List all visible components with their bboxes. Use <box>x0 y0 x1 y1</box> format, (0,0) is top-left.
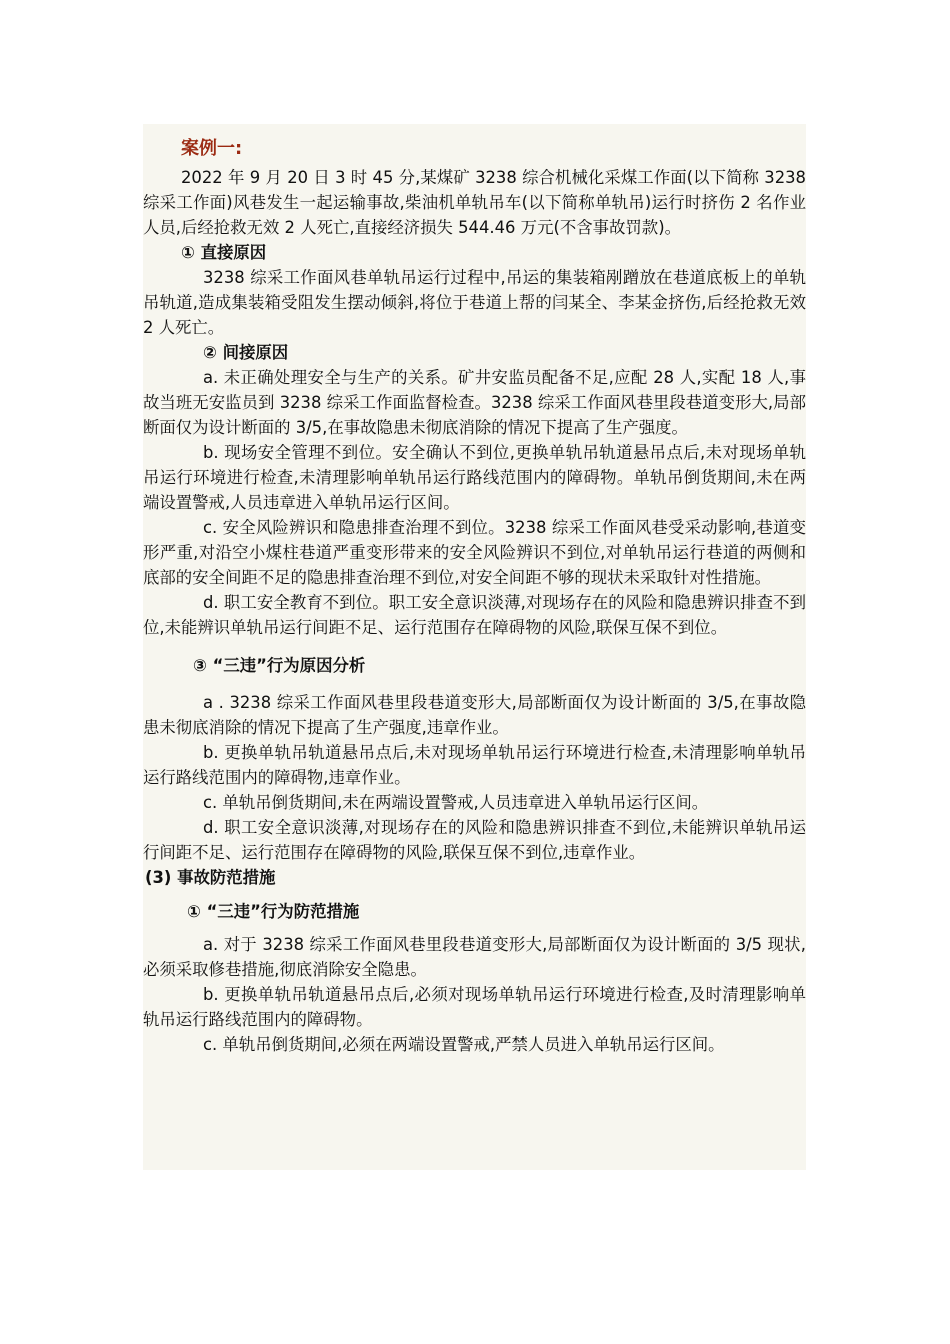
case-title: 案例一: <box>181 138 243 159</box>
prevention-item: b. 更换单轨吊轨道悬吊点后,必须对现场单轨吊运行环境进行检查,及时清理影响单轨吊运行路线范围内的障碍物。 <box>143 985 806 1029</box>
document-panel <box>143 124 806 1170</box>
prevention-item: a. 对于 3238 综采工作面风巷里段巷道变形大,局部断面仅为设计断面的 3/5 现状,必须采取修巷措施,彻底消除安全隐患。 <box>143 935 806 979</box>
violations-analysis-item: d. 职工安全意识淡薄,对现场存在的风险和隐患辨识排查不到位,未能辨识单轨吊运行间距不足、运行范围存在障碍物的风险,联保互保不到位,违章作业。 <box>143 818 806 862</box>
indirect-cause-item: a. 未正确处理安全与生产的关系。矿井安监员配备不足,应配 28 人,实配 18 人,事故当班无安监员到 3238 综采工作面监督检查。3238 综采工作面风巷里段巷道变形大,局部断面仅为设计断面的 3/5,在事故隐患未彻底消除的情况下提高了生产强度。 <box>143 368 806 437</box>
indirect-cause-item: b. 现场安全管理不到位。安全确认不到位,更换单轨吊轨道悬吊点后,未对现场单轨吊运行环境进行检查,未清理影响单轨吊运行路线范围内的障碍物。单轨吊倒货期间,未在两端设置警戒,人员违章进入单轨吊运行区间。 <box>143 443 806 512</box>
direct-cause-text: 3238 综采工作面风巷单轨吊运行过程中,吊运的集装箱剐蹭放在巷道底板上的单轨吊轨道,造成集装箱受阻发生摆动倾斜,将位于巷道上帮的闫某全、李某金挤伤,后经抢救无效 2 人死亡。 <box>143 268 806 337</box>
violations-analysis-item: c. 单轨吊倒货期间,未在两端设置警戒,人员违章进入单轨吊运行区间。 <box>203 793 709 812</box>
prevention-item: c. 单轨吊倒货期间,必须在两端设置警戒,严禁人员进入单轨吊运行区间。 <box>203 1035 725 1054</box>
violations-analysis-item: a . 3238 综采工作面风巷里段巷道变形大,局部断面仅为设计断面的 3/5,在事故隐患未彻底消除的情况下提高了生产强度,违章作业。 <box>143 693 806 737</box>
violations-analysis-item: b. 更换单轨吊轨道悬吊点后,未对现场单轨吊运行环境进行检查,未清理影响单轨吊运行路线范围内的障碍物,违章作业。 <box>143 743 806 787</box>
prevention-sub-heading: ① “三违”行为防范措施 <box>187 902 360 921</box>
violations-analysis-heading: ③ “三违”行为原因分析 <box>193 656 366 675</box>
indirect-cause-item: c. 安全风险辨识和隐患排查治理不到位。3238 综采工作面风巷受采动影响,巷道变形严重,对沿空小煤柱巷道严重变形带来的安全风险辨识不到位,对单轨吊运行巷道的两侧和底部的安全间距不足的隐患排查治理不到位,对安全间距不够的现状未采取针对性措施。 <box>143 518 806 587</box>
prevention-heading: (3) 事故防范措施 <box>145 868 276 887</box>
intro-paragraph: 2022 年 9 月 20 日 3 时 45 分,某煤矿 3238 综合机械化采煤工作面(以下简称 3238 综采工作面)风巷发生一起运输事故,柴油机单轨吊车(以下简称单轨吊)运行时挤伤 2 名作业人员,后经抢救无效 2 人死亡,直接经济损失 544.46 万元(不含事故罚款)。 <box>143 168 806 237</box>
direct-cause-heading: ① 直接原因 <box>181 243 267 262</box>
indirect-cause-heading: ② 间接原因 <box>203 343 289 362</box>
indirect-cause-item: d. 职工安全教育不到位。职工安全意识淡薄,对现场存在的风险和隐患辨识排查不到位,未能辨识单轨吊运行间距不足、运行范围存在障碍物的风险,联保互保不到位。 <box>143 593 806 637</box>
